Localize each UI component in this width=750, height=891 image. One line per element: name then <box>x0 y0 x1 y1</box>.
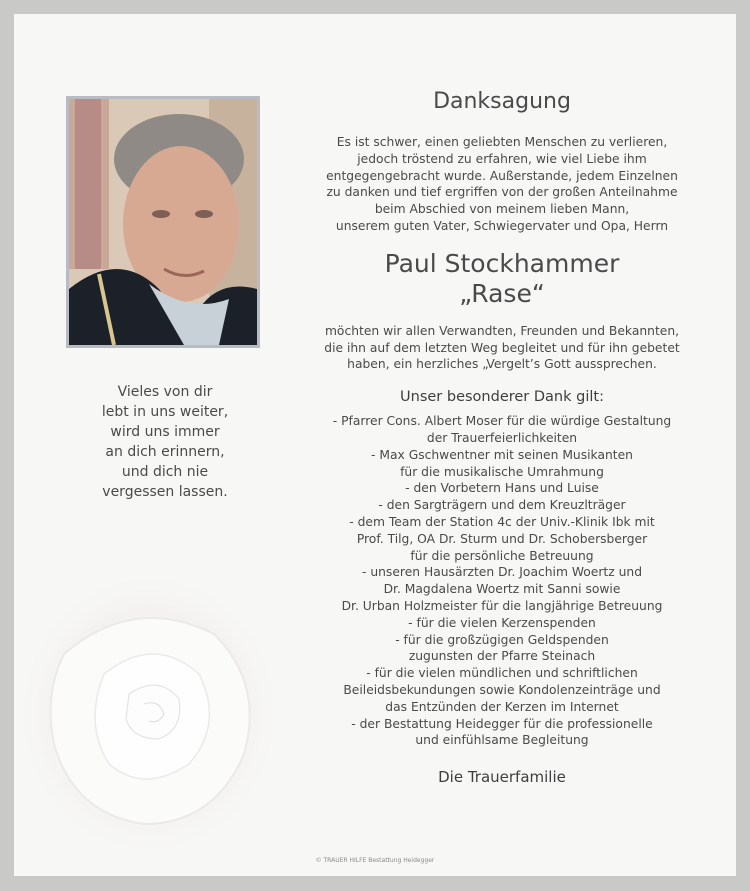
thanks-line: Dr. Urban Holzmeister für die langjährige Betreuung <box>341 598 663 613</box>
deceased-name: Paul Stockhammer <box>384 248 620 278</box>
thanks-line: - dem Team der Station 4c der Univ.-Klinik Ibk mit <box>349 514 655 529</box>
thanks-line: Dr. Magdalena Woertz mit Sanni sowie <box>383 582 621 597</box>
deceased-nickname: „Rase“ <box>459 278 545 308</box>
thanks-line: das Entzünden der Kerzen im Internet <box>385 699 619 714</box>
quote-line: und dich nie <box>121 464 209 480</box>
page-title: Danksagung <box>433 89 571 114</box>
thanks-line: und einfühlsame Begleitung <box>415 733 589 748</box>
intro-paragraph <box>290 134 714 235</box>
main-text <box>290 86 714 787</box>
intro-line: jedoch tröstend zu erfahren, wie viel Liebe ihm <box>357 151 647 166</box>
after-line: haben, ein herzliches „Vergelt’s Gott aussprechen. <box>347 357 657 372</box>
memorial-quote <box>70 382 260 502</box>
portrait-photo <box>69 99 257 345</box>
thanks-line: für die persönliche Betreuung <box>410 548 594 563</box>
thanks-heading: Unser besonderer Dank gilt: <box>400 389 604 406</box>
quote-line: vergessen lassen. <box>102 484 228 500</box>
thanks-line: - Pfarrer Cons. Albert Moser für die würdige Gestaltung <box>332 414 672 429</box>
intro-line: zu danken und tief ergriffen von der großen Anteilnahme <box>326 185 678 200</box>
portrait-frame <box>66 96 260 348</box>
rose-decoration <box>14 574 304 876</box>
intro-line: unserem guten Vater, Schwiegervater und Opa, Herrn <box>335 218 669 233</box>
quote-line: wird uns immer <box>110 424 220 440</box>
quote-line: lebt in uns weiter, <box>101 404 229 420</box>
intro-line: beim Abschied von meinem lieben Mann, <box>374 202 630 217</box>
thanks-line: - den Vorbetern Hans und Luise <box>405 481 599 496</box>
after-line: möchten wir allen Verwandten, Freunden und Bekannten, <box>324 323 680 338</box>
copyright-notice: © TRAUER HILFE Bestattung Heidegger <box>315 857 435 864</box>
obituary-card <box>14 14 736 876</box>
thanks-list <box>290 413 714 749</box>
thanks-line: zugunsten der Pfarre Steinach <box>408 649 596 664</box>
thanks-line: - der Bestattung Heidegger für die professionelle <box>351 716 653 731</box>
intro-line: entgegengebracht wurde. Außerstande, jedem Einzelnen <box>326 168 678 183</box>
quote-line: an dich erinnern, <box>105 444 225 460</box>
thanks-line: Beileidsbekundungen sowie Kondolenzeinträge und <box>343 682 661 697</box>
after-paragraph <box>290 323 714 373</box>
thanks-line: - den Sargträgern und dem Kreuzlträger <box>378 498 626 513</box>
thanks-line: für die musikalische Umrahmung <box>400 464 604 479</box>
thanks-line: - für die vielen Kerzenspenden <box>408 615 596 630</box>
thanks-line: Prof. Tilg, OA Dr. Sturm und Dr. Schobersberger <box>356 531 648 546</box>
thanks-line: - Max Gschwentner mit seinen Musikanten <box>371 447 633 462</box>
thanks-line: der Trauerfeierlichkeiten <box>426 430 578 445</box>
thanks-line: - unseren Hausärzten Dr. Joachim Woertz und <box>362 565 642 580</box>
intro-line: Es ist schwer, einen geliebten Menschen zu verlieren, <box>336 135 668 149</box>
after-line: die ihn auf dem letzten Weg begleitet und für ihn gebetet <box>324 340 680 355</box>
thanks-line: - für die großzügigen Geldspenden <box>395 632 609 647</box>
quote-line: Vieles von dir <box>117 384 213 400</box>
signature: Die Trauerfamilie <box>438 768 566 787</box>
thanks-line: - für die vielen mündlichen und schriftlichen <box>366 666 638 681</box>
